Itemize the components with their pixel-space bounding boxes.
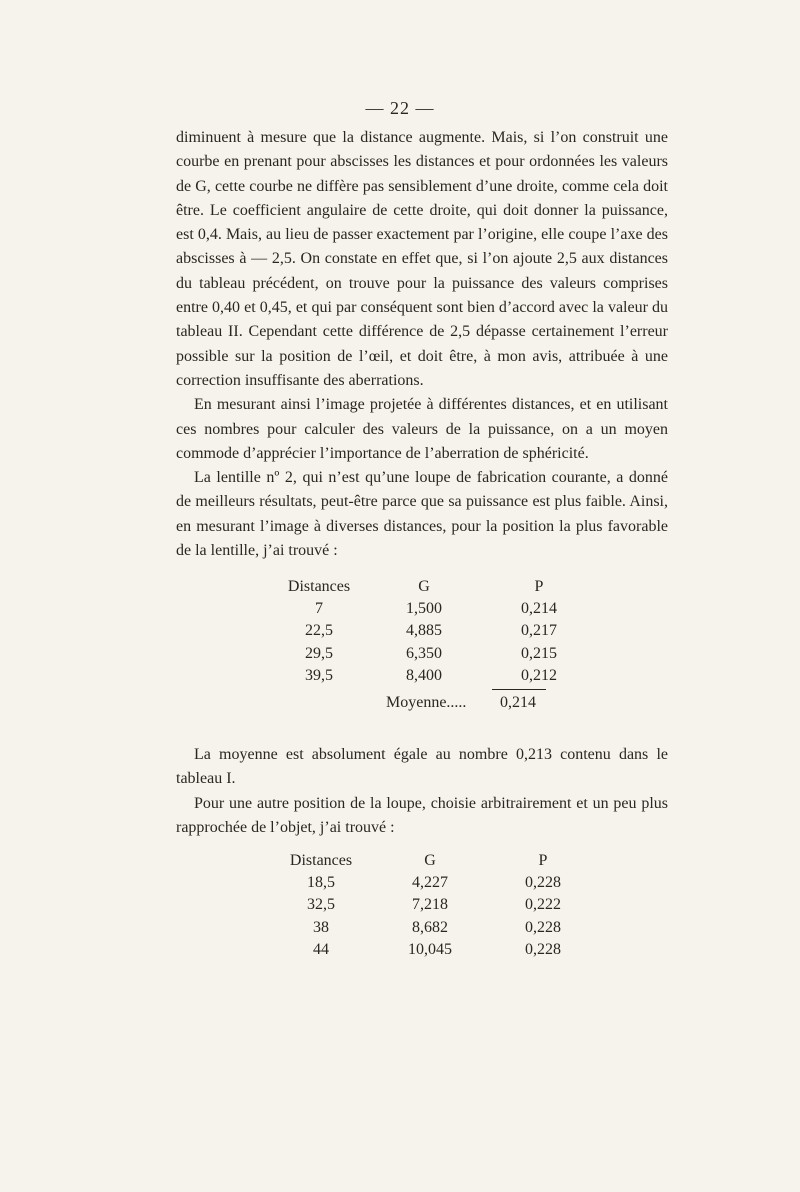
table-row — [272, 894, 596, 916]
table-row — [272, 939, 596, 961]
cell-g: 10,045 — [408, 940, 452, 958]
paragraph: La moyenne est absolument égale au nombre 0,213 contenu dans le tableau I. — [176, 746, 668, 788]
cell-p: 0,228 — [525, 940, 561, 958]
table-header-row — [270, 576, 598, 598]
cell-distance: 22,5 — [305, 622, 333, 640]
cell-g: 8,400 — [406, 666, 442, 684]
measurement-table-2 — [272, 850, 596, 961]
moyenne-label: Moyenne..... — [386, 694, 467, 711]
paragraph: La lentille nº 2, qui n’est qu’une loupe de fabrication courante, a donné de meilleurs résultats, peut-être parce que sa puissance est plus faible. Ainsi, en mesurant l’image à diverses distances, pour la position la plus favorable de la lentille, j’ai trouvé : — [176, 469, 668, 560]
cell-g: 4,227 — [412, 874, 448, 892]
table-header-row — [272, 850, 596, 872]
cell-distance: 29,5 — [305, 644, 333, 662]
column-header-g: G — [418, 578, 430, 595]
cell-p: 0,212 — [521, 666, 557, 684]
cell-g: 7,218 — [412, 896, 448, 914]
paragraph: Pour une autre position de la loupe, choisie arbitrairement et un peu plus rapprochée de l’objet, j’ai trouvé : — [176, 794, 668, 836]
paragraph: diminuent à mesure que la distance augmente. Mais, si l’on construit une courbe en prenant pour abscisses les distances et pour ordonnées les valeurs de G, cette courbe ne diffère pas sensiblement d’une droite, comme cela doit être. Le coefficient angulaire de cette droite, qui doit donner la puissance, est 0,4. Mais, au lieu de passer exactement par l’origine, elle coupe l’axe des abscisses à — 2,5. On constate en effet que, si l’on ajoute 2,5 aux distances du tableau précédent, on trouve pour la puissance des valeurs comprises entre 0,40 et 0,45, et qui par conséquent sont bien d’accord avec la valeur du tableau II. Cependant cette différence de 2,5 dépasse certainement l’erreur possible sur la position de l’œil, et doit être, à mon avis, attribuée à une correction insuffisante des aberrations. — [176, 129, 668, 389]
paragraph: En mesurant ainsi l’image projetée à différentes distances, et en utilisant ces nombres pour calculer des valeurs de la puissance, on a un moyen commode d’apprécier l’importance de l’aberration de sphéricité. — [176, 396, 668, 462]
cell-p: 0,217 — [521, 622, 557, 640]
body-text-bottom — [176, 743, 668, 840]
table-row — [270, 665, 598, 687]
table-row — [272, 917, 596, 939]
cell-distance: 32,5 — [307, 896, 335, 914]
cell-p: 0,215 — [521, 644, 557, 662]
cell-distance: 44 — [313, 940, 329, 958]
table-row — [270, 643, 598, 665]
cell-g: 8,682 — [412, 918, 448, 936]
page-number: — 22 — — [365, 98, 435, 118]
cell-p: 0,222 — [525, 896, 561, 914]
cell-distance: 18,5 — [307, 874, 335, 892]
sum-rule — [492, 689, 546, 690]
column-header-distances: Distances — [287, 578, 351, 595]
cell-distance: 7 — [315, 600, 323, 618]
cell-distance: 39,5 — [305, 666, 333, 684]
cell-distance: 38 — [313, 918, 329, 936]
body-text-top — [176, 126, 668, 563]
measurement-table-1 — [270, 576, 598, 687]
cell-p: 0,228 — [525, 874, 561, 892]
table-row — [270, 598, 598, 620]
cell-g: 4,885 — [406, 622, 442, 640]
table-row — [270, 620, 598, 642]
cell-g: 6,350 — [406, 644, 442, 662]
column-header-p: P — [534, 578, 544, 595]
table-row — [272, 872, 596, 894]
cell-p: 0,214 — [521, 600, 557, 618]
column-header-distances: Distances — [289, 852, 353, 869]
cell-p: 0,228 — [525, 918, 561, 936]
cell-g: 1,500 — [406, 600, 442, 618]
column-header-g: G — [424, 852, 436, 869]
column-header-p: P — [538, 852, 548, 869]
moyenne-value: 0,214 — [500, 694, 536, 711]
